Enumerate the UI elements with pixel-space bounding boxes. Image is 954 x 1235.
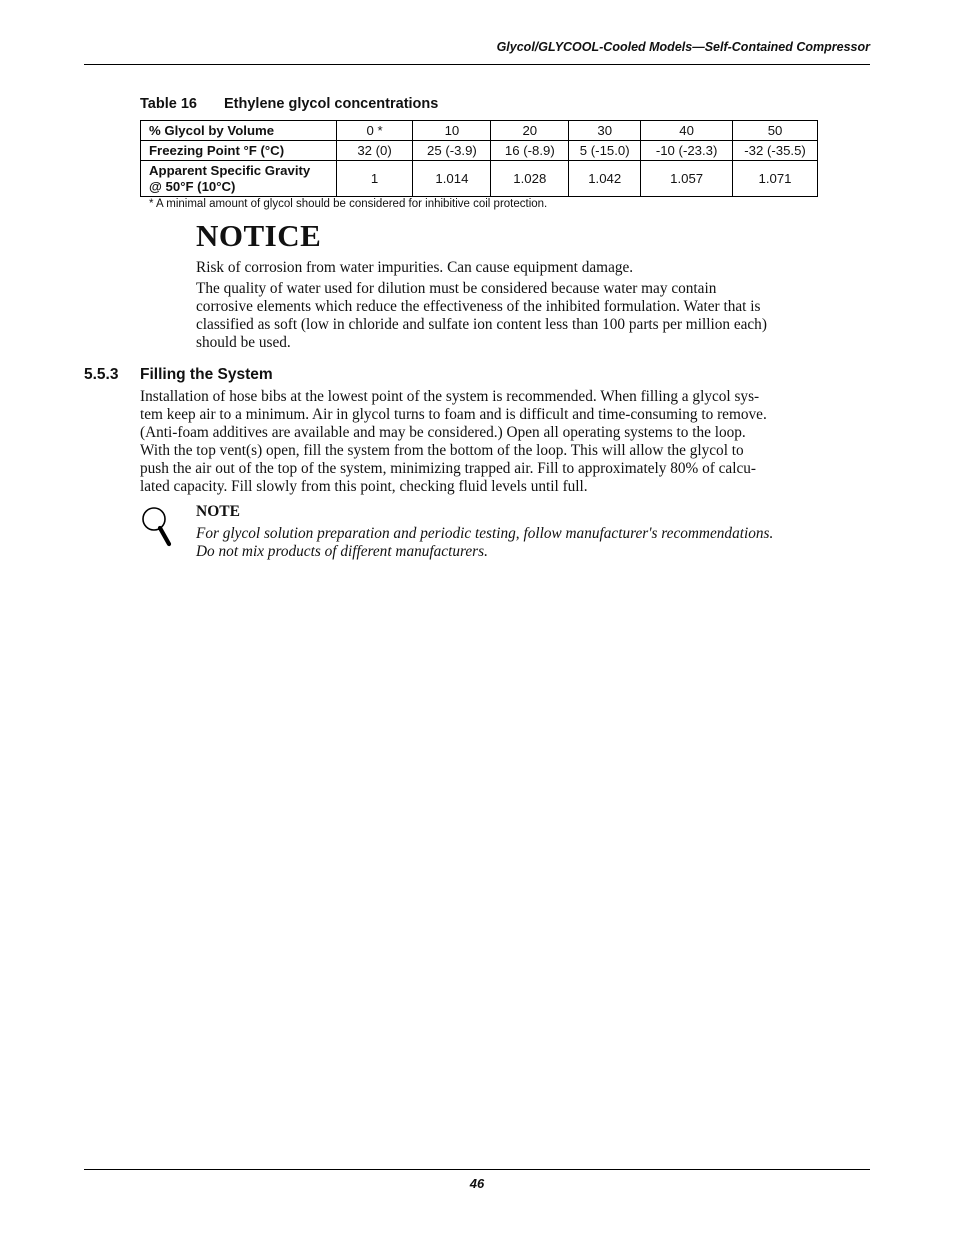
table-cell: 30	[569, 121, 641, 141]
table-caption-number: Table 16	[140, 96, 197, 112]
table-cell: 32 (0)	[336, 141, 413, 161]
header-rule	[84, 64, 870, 65]
magnifier-icon	[140, 506, 176, 548]
table-cell: 1.014	[413, 161, 491, 197]
text-line: should be used.	[196, 334, 291, 351]
table-cell: 5 (-15.0)	[569, 141, 641, 161]
row-header-glycol-volume: % Glycol by Volume	[141, 121, 337, 141]
text-line: For glycol solution preparation and periodic testing, follow manufacturer's recommendations.	[196, 525, 774, 542]
section-number: 5.5.3	[84, 366, 119, 383]
table-cell: -10 (-23.3)	[641, 141, 733, 161]
row-header-line: @ 50°F (10°C)	[149, 178, 236, 194]
text-line: tem keep air to a minimum. Air in glycol turns to foam and is difficult and time-consuming to remove.	[140, 406, 767, 423]
table-cell: 1.028	[491, 161, 569, 197]
table-cell: 25 (-3.9)	[413, 141, 491, 161]
table-cell: 1.042	[569, 161, 641, 197]
section-paragraph	[140, 388, 870, 496]
text-line: Do not mix products of different manufacturers.	[196, 543, 488, 560]
notice-paragraph	[196, 280, 870, 352]
row-header-freezing-point: Freezing Point °F (°C)	[141, 141, 337, 161]
section-title: Filling the System	[140, 366, 273, 383]
running-header: Glycol/GLYCOOL-Cooled Models—Self-Contained Compressor	[496, 40, 870, 54]
row-header-specific-gravity	[141, 161, 337, 197]
table-cell: 50	[733, 121, 818, 141]
text-line: lated capacity. Fill slowly from this point, checking fluid levels until full.	[140, 478, 588, 495]
table-cell: 1.071	[733, 161, 818, 197]
table-cell: 16 (-8.9)	[491, 141, 569, 161]
table-row	[141, 161, 818, 197]
table-cell: 1.057	[641, 161, 733, 197]
glycol-concentration-table	[140, 120, 818, 197]
table-cell: 0 *	[336, 121, 413, 141]
table-cell: 20	[491, 121, 569, 141]
text-line: Installation of hose bibs at the lowest point of the system is recommended. When filling a glycol sys-	[140, 388, 760, 405]
note-text	[196, 525, 870, 561]
section-heading	[84, 366, 273, 384]
table-cell: 1	[336, 161, 413, 197]
table-row	[141, 141, 818, 161]
table-row	[141, 121, 818, 141]
page-number: 46	[469, 1176, 485, 1191]
text-line: classified as soft (low in chloride and sulfate ion content less than 100 parts per million each)	[196, 316, 767, 333]
text-line: (Anti-foam additives are available and may be considered.) Open all operating systems to the loop.	[140, 424, 746, 441]
note-label: NOTE	[196, 503, 240, 520]
table-cell: -32 (-35.5)	[733, 141, 818, 161]
text-line: push the air out of the top of the system, minimizing trapped air. Fill to approximately 80% of calcu-	[140, 460, 756, 477]
footer-rule	[84, 1169, 870, 1170]
text-line: corrosive elements which reduce the effectiveness of the inhibited formulation. Water that is	[196, 298, 761, 315]
table-cell: 10	[413, 121, 491, 141]
text-line: The quality of water used for dilution must be considered because water may contain	[196, 280, 717, 297]
notice-title: NOTICE	[196, 218, 322, 253]
row-header-line: Apparent Specific Gravity	[149, 162, 311, 178]
table-caption	[140, 96, 438, 112]
table-caption-title: Ethylene glycol concentrations	[224, 96, 439, 112]
notice-summary: Risk of corrosion from water impurities. Can cause equipment damage.	[196, 259, 634, 276]
table-cell: 40	[641, 121, 733, 141]
table-footnote: * A minimal amount of glycol should be considered for inhibitive coil protection.	[149, 198, 548, 210]
text-line: With the top vent(s) open, fill the system from the bottom of the loop. This will allow the glycol to	[140, 442, 744, 459]
